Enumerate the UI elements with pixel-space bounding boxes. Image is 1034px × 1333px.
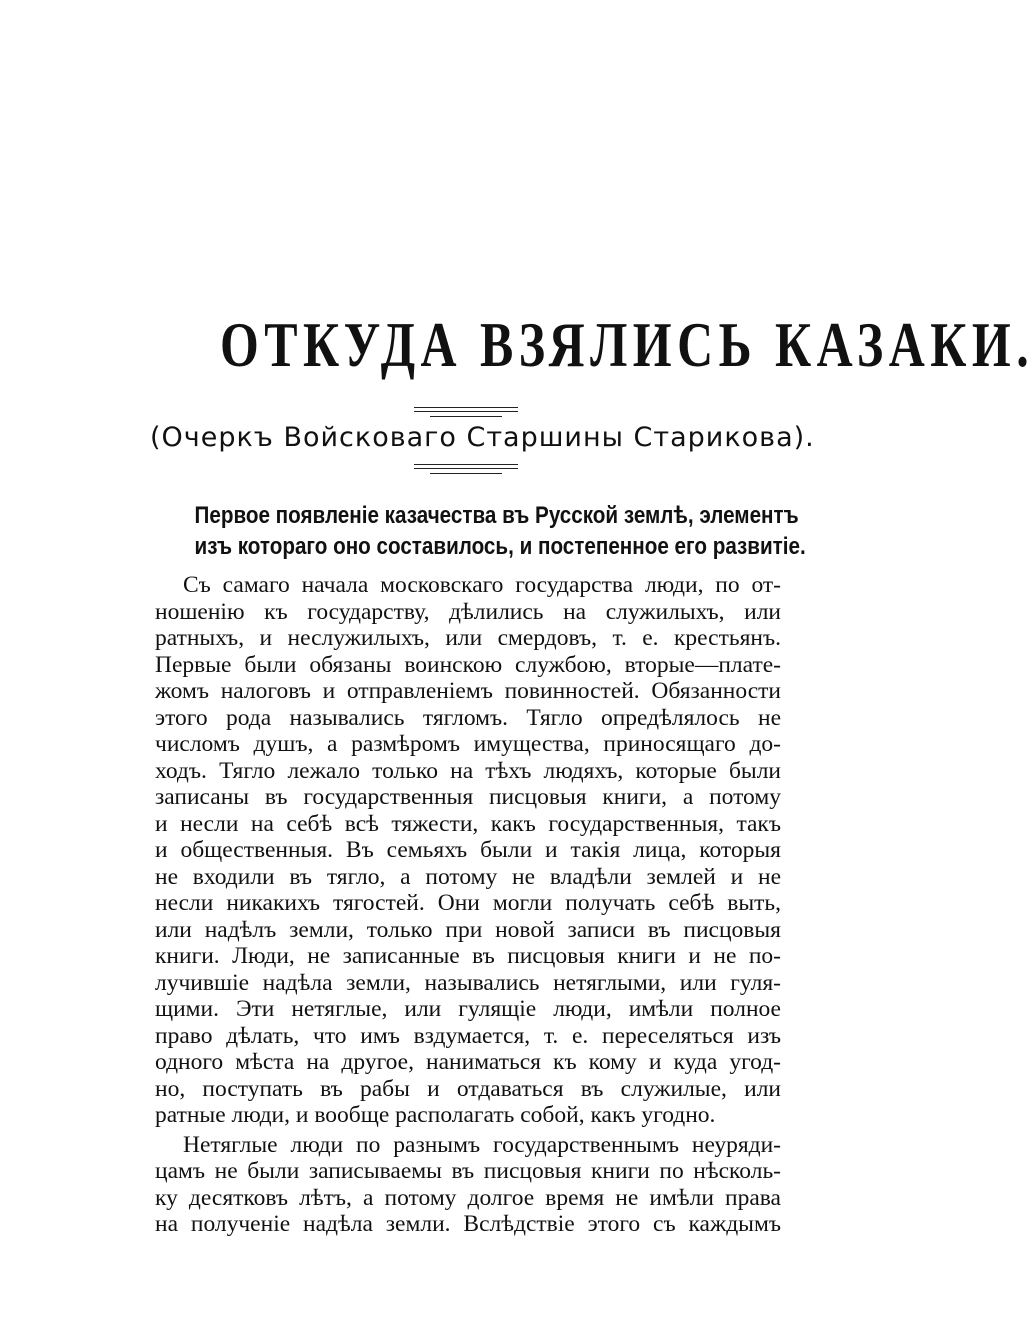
essay-subtitle: (Очеркъ Войсковаго Старшины Старикова). [150,422,815,453]
text-line: и несли на себѣ всѣ тяжести, какъ государственныя, такъ [155,810,781,837]
divider-bottom-underline [430,473,502,474]
text-line: но, поступать въ рабы и отдаваться въ служилые, или [155,1075,781,1102]
section-heading-line: Первое появленіе казачества въ Русской землѣ, элементъ [194,502,799,529]
text-line: не входили въ тягло, а потому не владѣли землей и не [155,863,781,890]
text-line: право дѣлать, что имъ вздумается, т. е. переселяться изъ [155,1022,781,1049]
text-line: ходъ. Тягло лежало только на тѣхъ людяхъ, которые были [155,757,781,784]
section-heading [150,500,806,562]
text-line: и общественныя. Въ семьяхъ были и такія лица, которыя [155,837,781,863]
text-line: лучившіе надѣла земли, назывались нетяглыми, или гуля- [155,969,781,996]
section-heading-line: изъ котораго оно составилось, и постепенное его развитіе. [194,533,806,560]
text-line: ратные люди, и вообще располагать собой, какъ угодно. [155,1102,716,1128]
divider-top [414,407,518,412]
text-line: ратныхъ, и неслужилыхъ, или смердовъ, т. е. крестьянъ. [155,625,781,651]
divider-top-underline [430,416,502,417]
text-line: жомъ налоговъ и отправленіемъ повинностей. Обязанности [155,678,781,704]
text-line: или надѣлъ земли, только при новой записи въ писцовыя [155,916,781,943]
text-line: Нетяглые люди по разнымъ государственнымъ неуряди- [183,1131,781,1158]
text-line: этого рода назывались тягломъ. Тягло опредѣлялось не [155,704,781,731]
text-line: ку десятковъ лѣтъ, а потому долгое время не имѣли права [155,1184,781,1211]
text-line: на полученіе надѣла земли. Вслѣдствіе этого съ каждымъ [155,1211,781,1237]
body-text [155,572,781,1238]
page-title: ОТКУДА ВЗЯЛИСЬ КАЗАКИ. [219,309,1034,380]
text-line: записаны въ государственныя писцовыя книги, а потому [155,784,781,810]
text-line: одного мѣста на другое, наниматься къ кому и куда угод- [155,1049,781,1075]
text-line: книги. Люди, не записанные въ писцовыя книги и не по- [155,943,781,969]
text-line: Первые были обязаны воинскою службою, вторые—платe- [155,651,781,678]
text-line: Съ самаго начала московскаго государства люди, по от- [183,572,781,598]
text-line: цамъ не были записываемы въ писцовыя книги по нѣсколь- [155,1158,781,1184]
text-line: числомъ душъ, а размѣромъ имущества, приносящаго до- [155,731,781,757]
divider-bottom [414,464,518,469]
text-line: несли никакихъ тягостей. Они могли получать себѣ выть, [155,890,781,916]
text-line: щими. Эти нетяглые, или гулящіе люди, имѣли полное [155,996,781,1022]
text-line: ношенію къ государству, дѣлились на служилыхъ, или [155,598,781,625]
